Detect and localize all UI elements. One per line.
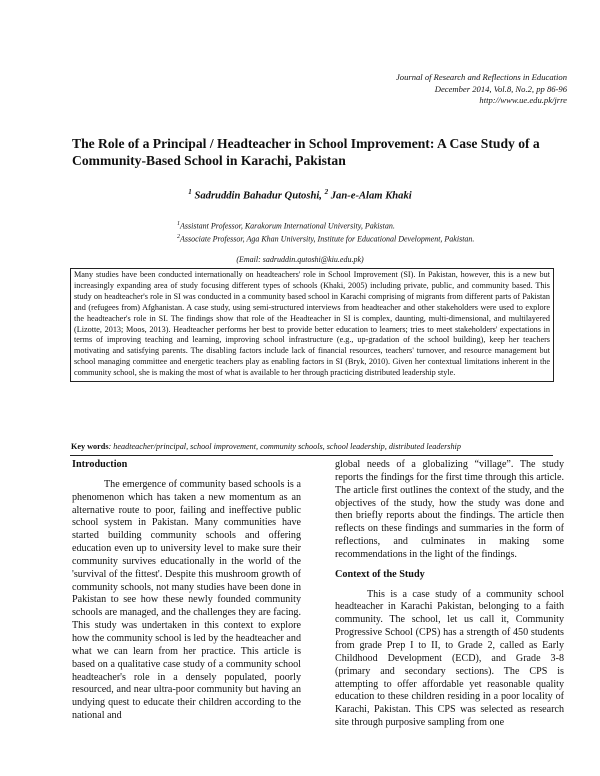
affiliation-1-marker: 1 (177, 221, 180, 227)
affiliation-2-marker: 2 (177, 234, 180, 241)
keywords-label: Key words (71, 442, 109, 451)
keywords-list: : headteacher/principal, school improvement, community schools, school leadership, distributed leadership (108, 442, 461, 451)
contact-email: (Email: sadruddin.qutoshi@kiu.edu.pk) (236, 255, 364, 264)
section-divider (70, 455, 553, 456)
author-2-name: Jan-e-Alam Khaki (330, 190, 412, 202)
affiliation-2-text: Associate Professor, Aga Khan University, Institute for Educational Development, Pakistan. (180, 234, 475, 244)
author-2-marker: 2 (324, 188, 329, 196)
left-column (72, 459, 301, 723)
keywords-line (71, 442, 551, 451)
abstract-box: Many studies have been conducted internationally on headteachers' role in School Improvement (SI). In Pakistan, however, this is a new but increasingly expanding area of study focusing different types of schools (Khaki, 2005) including private, public, and community based. This study on headteacher's role in SI was conducted in a community based school in Karachi comprising of migrants from different parts of Pakistan and (refugees from) Afghanistan. A case study, using semi-structured interviews from headteacher and other stakeholders were used to explore the headteacher's role in SI. The findings show that role of the Headteacher in SI is complex, daunting, multi-dimensional, and multilayered (Lizotte, 2013; Moos, 2013). Headteacher performs her best to provide better education to learners; tries to meet stakeholders' expectations in terms of improving teaching and learning, improving school infrastructure (e.g., up-gradation of the school building), keep her teachers motivating and satisfying parents. The disabling factors include lack of financial resources, teachers' turnover, and resource management but school managing committee and energetic teachers play as enabling factors in SI (Bryk, 2010). Given her contextual limitations inherent in the community school, she is making the most of what is available to her through practicing distributed leadership style. (70, 268, 554, 382)
intro-paragraph-1: The emergence of community based schools is a phenomenon which has taken a new momentum as an alternative route to poor, failing and ineffective public school system in Pakistan. Many communities have started building community schools and offering education even up to university level to make sure their community survives educationally in the world of the 'survival of the fittest'. Despite this mushroom growth of community schools, not many studies have been done in Pakistan to see how these newly founded community schools are managed, and the challenges they are facing. This study was undertaken in this context to explore how the community school is led by the headteacher and what we can learn from her practice. This article is based on a qualitative case study of a community school headteacher's role in a densely populated, poorly resourced, and near ultra-poor community but having an undying quest to educate their children according to the national and (72, 478, 302, 722)
context-paragraph-1: This is a case study of a community school headteacher in Karachi Pakistan, belonging to a faith community. The school, let us call it, Community Progressive School (CPS) has a strength of 450 students from grade Prep I to II, to Grade 2, called as Early Childhood Development (ECD), and Grade 3-8 (primary and secondary sections). The CPS is attempting to offer affordable yet reasonable quality education to these children residing in a poor locality of Karachi, Pakistan. This CPS was selected as research site through purposive sampling from one (335, 588, 564, 729)
affiliations (177, 219, 577, 245)
affiliation-1-text: Assistant Professor, Karakorum International University, Pakistan. (180, 221, 395, 231)
paper-title: The Role of a Principal / Headteacher in School Improvement: A Case Study of a Community-Based School in Karachi, Pakistan (72, 136, 540, 168)
affiliation-2 (177, 232, 577, 245)
journal-issue: December 2014, Vol.8, No.2, pp 86-96 (434, 83, 567, 94)
journal-header (267, 72, 567, 107)
intro-paragraph-2: global needs of a globalizing “village”. The study reports the findings for the first time through this article. The article first outlines the context of the study, and the objectives of the study, how the study was done and then briefly reports about the findings. The article then reflects on these findings and summaries in the form of reflections, and culminates in making some recommendations in the light of the findings. (335, 459, 564, 560)
journal-name: Journal of Research and Reflections in Education (395, 72, 567, 82)
author-line (0, 188, 600, 202)
author-1-marker: 1 (188, 188, 192, 196)
journal-url[interactable]: http://www.ue.edu.pk/jrre (479, 95, 567, 105)
right-column (335, 459, 564, 730)
intro-heading: Introduction (72, 459, 128, 470)
author-1-name: Sadruddin Bahadur Qutoshi, (194, 190, 322, 202)
context-heading: Context of the Study (335, 568, 425, 580)
affiliation-1 (177, 219, 577, 232)
